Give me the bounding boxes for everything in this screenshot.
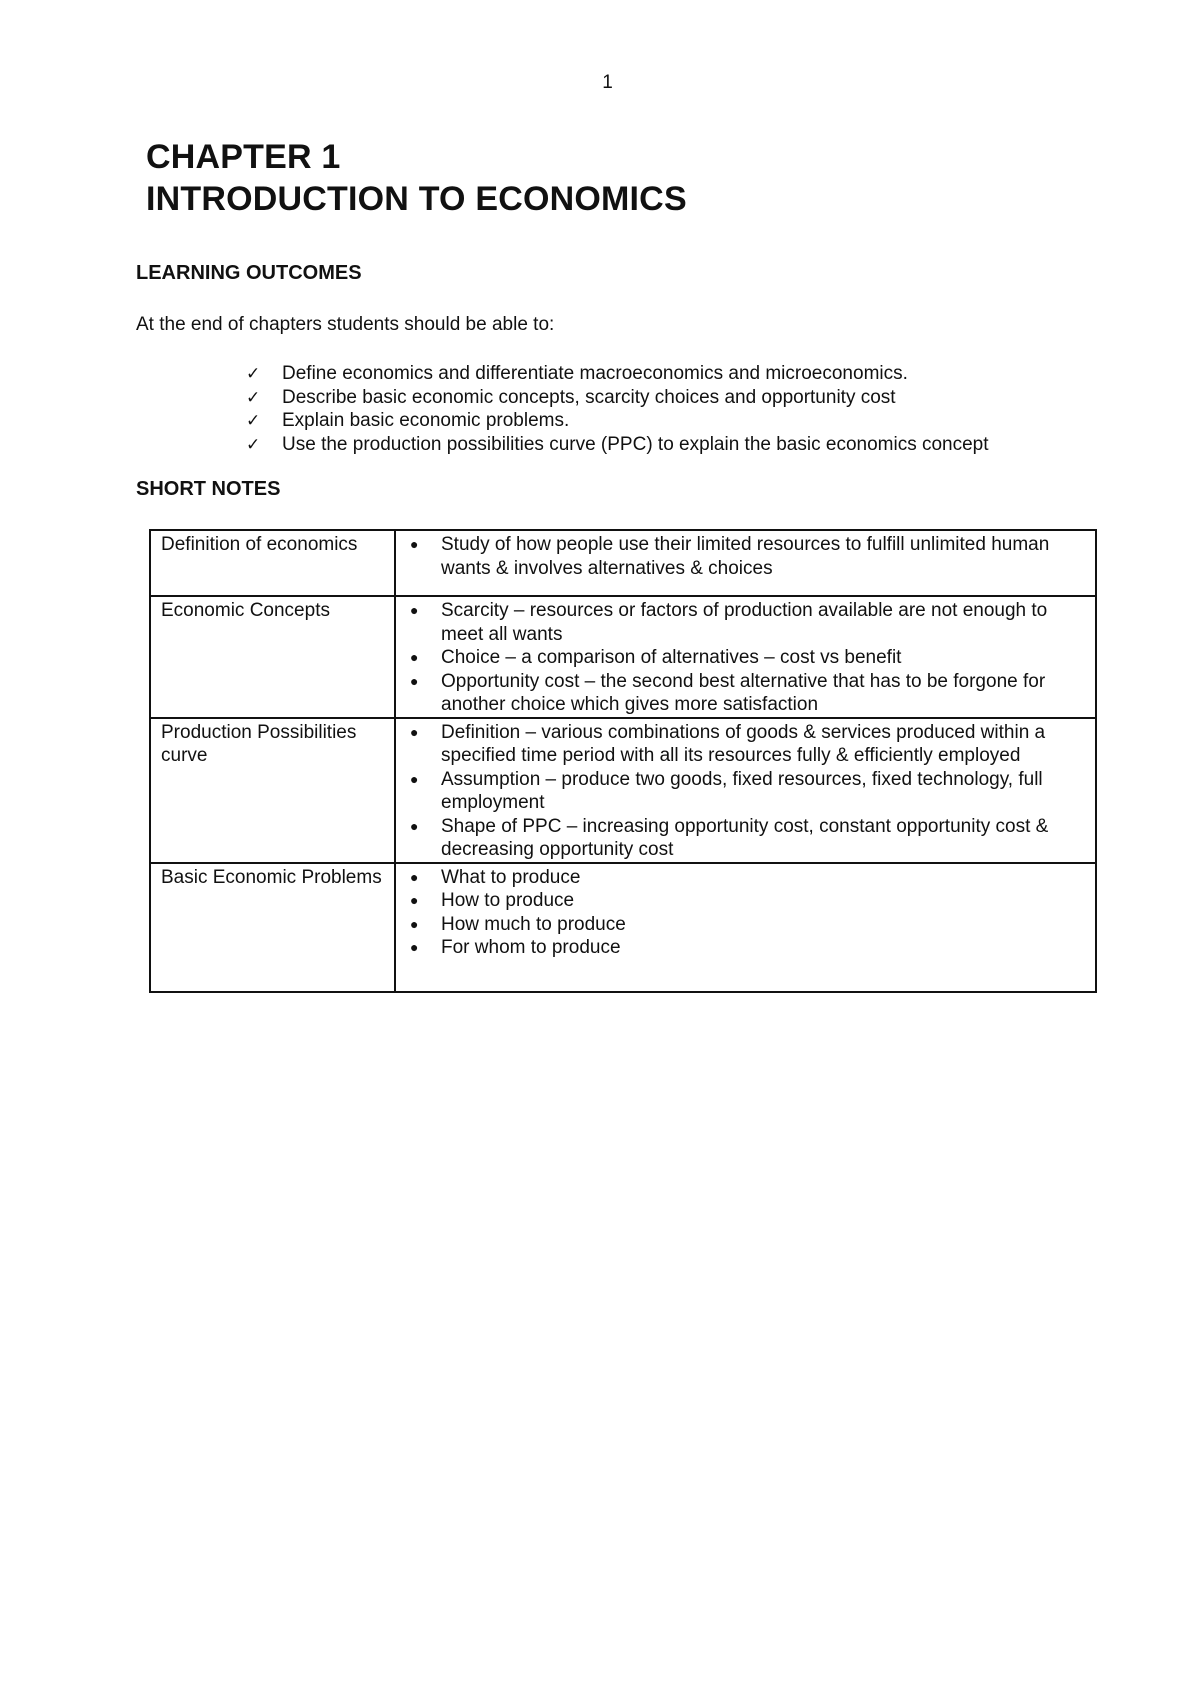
- list-item: ● Shape of PPC – increasing opportunity cost, constant opportunity cost & decreasing opportunity cost: [410, 815, 1049, 860]
- points-cell: [395, 596, 1096, 718]
- points-list: [406, 721, 1085, 862]
- bullet-icon: ●: [410, 817, 419, 834]
- list-item: ● How much to produce: [410, 913, 626, 935]
- list-item: ● Choice – a comparison of alternatives – cost vs benefit: [410, 647, 902, 668]
- page-number: 1: [602, 72, 613, 93]
- list-item: ● What to produce: [410, 866, 581, 888]
- points-list: [406, 866, 1085, 960]
- learning-outcome-item: ✓ Use the production possibilities curve (PPC) to explain the basic economics concept: [246, 433, 989, 455]
- term-cell: Basic Economic Problems: [150, 863, 395, 992]
- bullet-icon: ●: [410, 536, 419, 552]
- list-item: ● Scarcity – resources or factors of production available are not enough to meet all wants: [410, 600, 1048, 645]
- bullet-icon: ●: [410, 649, 419, 665]
- bullet-icon: ●: [410, 915, 419, 932]
- bullet-icon: ●: [410, 672, 419, 689]
- learning-outcomes-intro: At the end of chapters students should be able to:: [136, 314, 555, 335]
- bullet-icon: ●: [410, 892, 419, 908]
- checkmark-icon: ✓: [246, 434, 261, 454]
- learning-outcome-item: ✓ Describe basic economic concepts, scarcity choices and opportunity cost: [246, 386, 896, 408]
- list-item: ● Study of how people use their limited resources to fulfill unlimited human wants & involves alternatives & choices: [410, 534, 1050, 579]
- list-item: ● Assumption – produce two goods, fixed resources, fixed technology, full employment: [410, 768, 1043, 813]
- bullet-icon: ●: [410, 868, 419, 885]
- learning-outcomes-heading: LEARNING OUTCOMES: [136, 262, 362, 284]
- learning-outcomes-list: [246, 362, 989, 456]
- learning-outcome-item: ✓ Define economics and differentiate macroeconomics and microeconomics.: [246, 363, 908, 384]
- learning-outcome-item: ✓ Explain basic economic problems.: [246, 410, 570, 431]
- bullet-icon: ●: [410, 770, 419, 787]
- term-cell: Definition of economics: [150, 530, 395, 596]
- short-notes-heading: SHORT NOTES: [136, 478, 281, 500]
- chapter-title: [146, 136, 687, 220]
- table-row: [150, 718, 1096, 863]
- checkmark-icon: ✓: [246, 387, 261, 407]
- points-cell: [395, 530, 1096, 596]
- list-item: ● Opportunity cost – the second best alternative that has to be forgone for another choice which gives more satisfaction: [410, 670, 1046, 715]
- chapter-number: CHAPTER 1: [146, 138, 341, 176]
- table-row: [150, 596, 1096, 718]
- bullet-icon: ●: [410, 602, 419, 618]
- list-item: ● For whom to produce: [410, 937, 621, 958]
- bullet-icon: ●: [410, 939, 419, 955]
- term-cell: Economic Concepts: [150, 596, 395, 718]
- points-list: [406, 533, 1085, 580]
- checkmark-icon: ✓: [246, 364, 261, 383]
- list-item: ● Definition – various combinations of goods & services produced within a specified time period with all its resources fully & efficiently employed: [410, 721, 1046, 766]
- short-notes-table: [149, 529, 1097, 993]
- term-cell: Production Possibilities curve: [150, 718, 395, 863]
- checkmark-icon: ✓: [246, 411, 261, 430]
- points-list: [406, 599, 1085, 717]
- table-row: [150, 863, 1096, 992]
- list-item: ● How to produce: [410, 890, 575, 911]
- points-cell: [395, 863, 1096, 992]
- points-cell: [395, 718, 1096, 863]
- chapter-name: INTRODUCTION TO ECONOMICS: [146, 180, 687, 218]
- bullet-icon: ●: [410, 723, 419, 740]
- table-row: [150, 530, 1096, 596]
